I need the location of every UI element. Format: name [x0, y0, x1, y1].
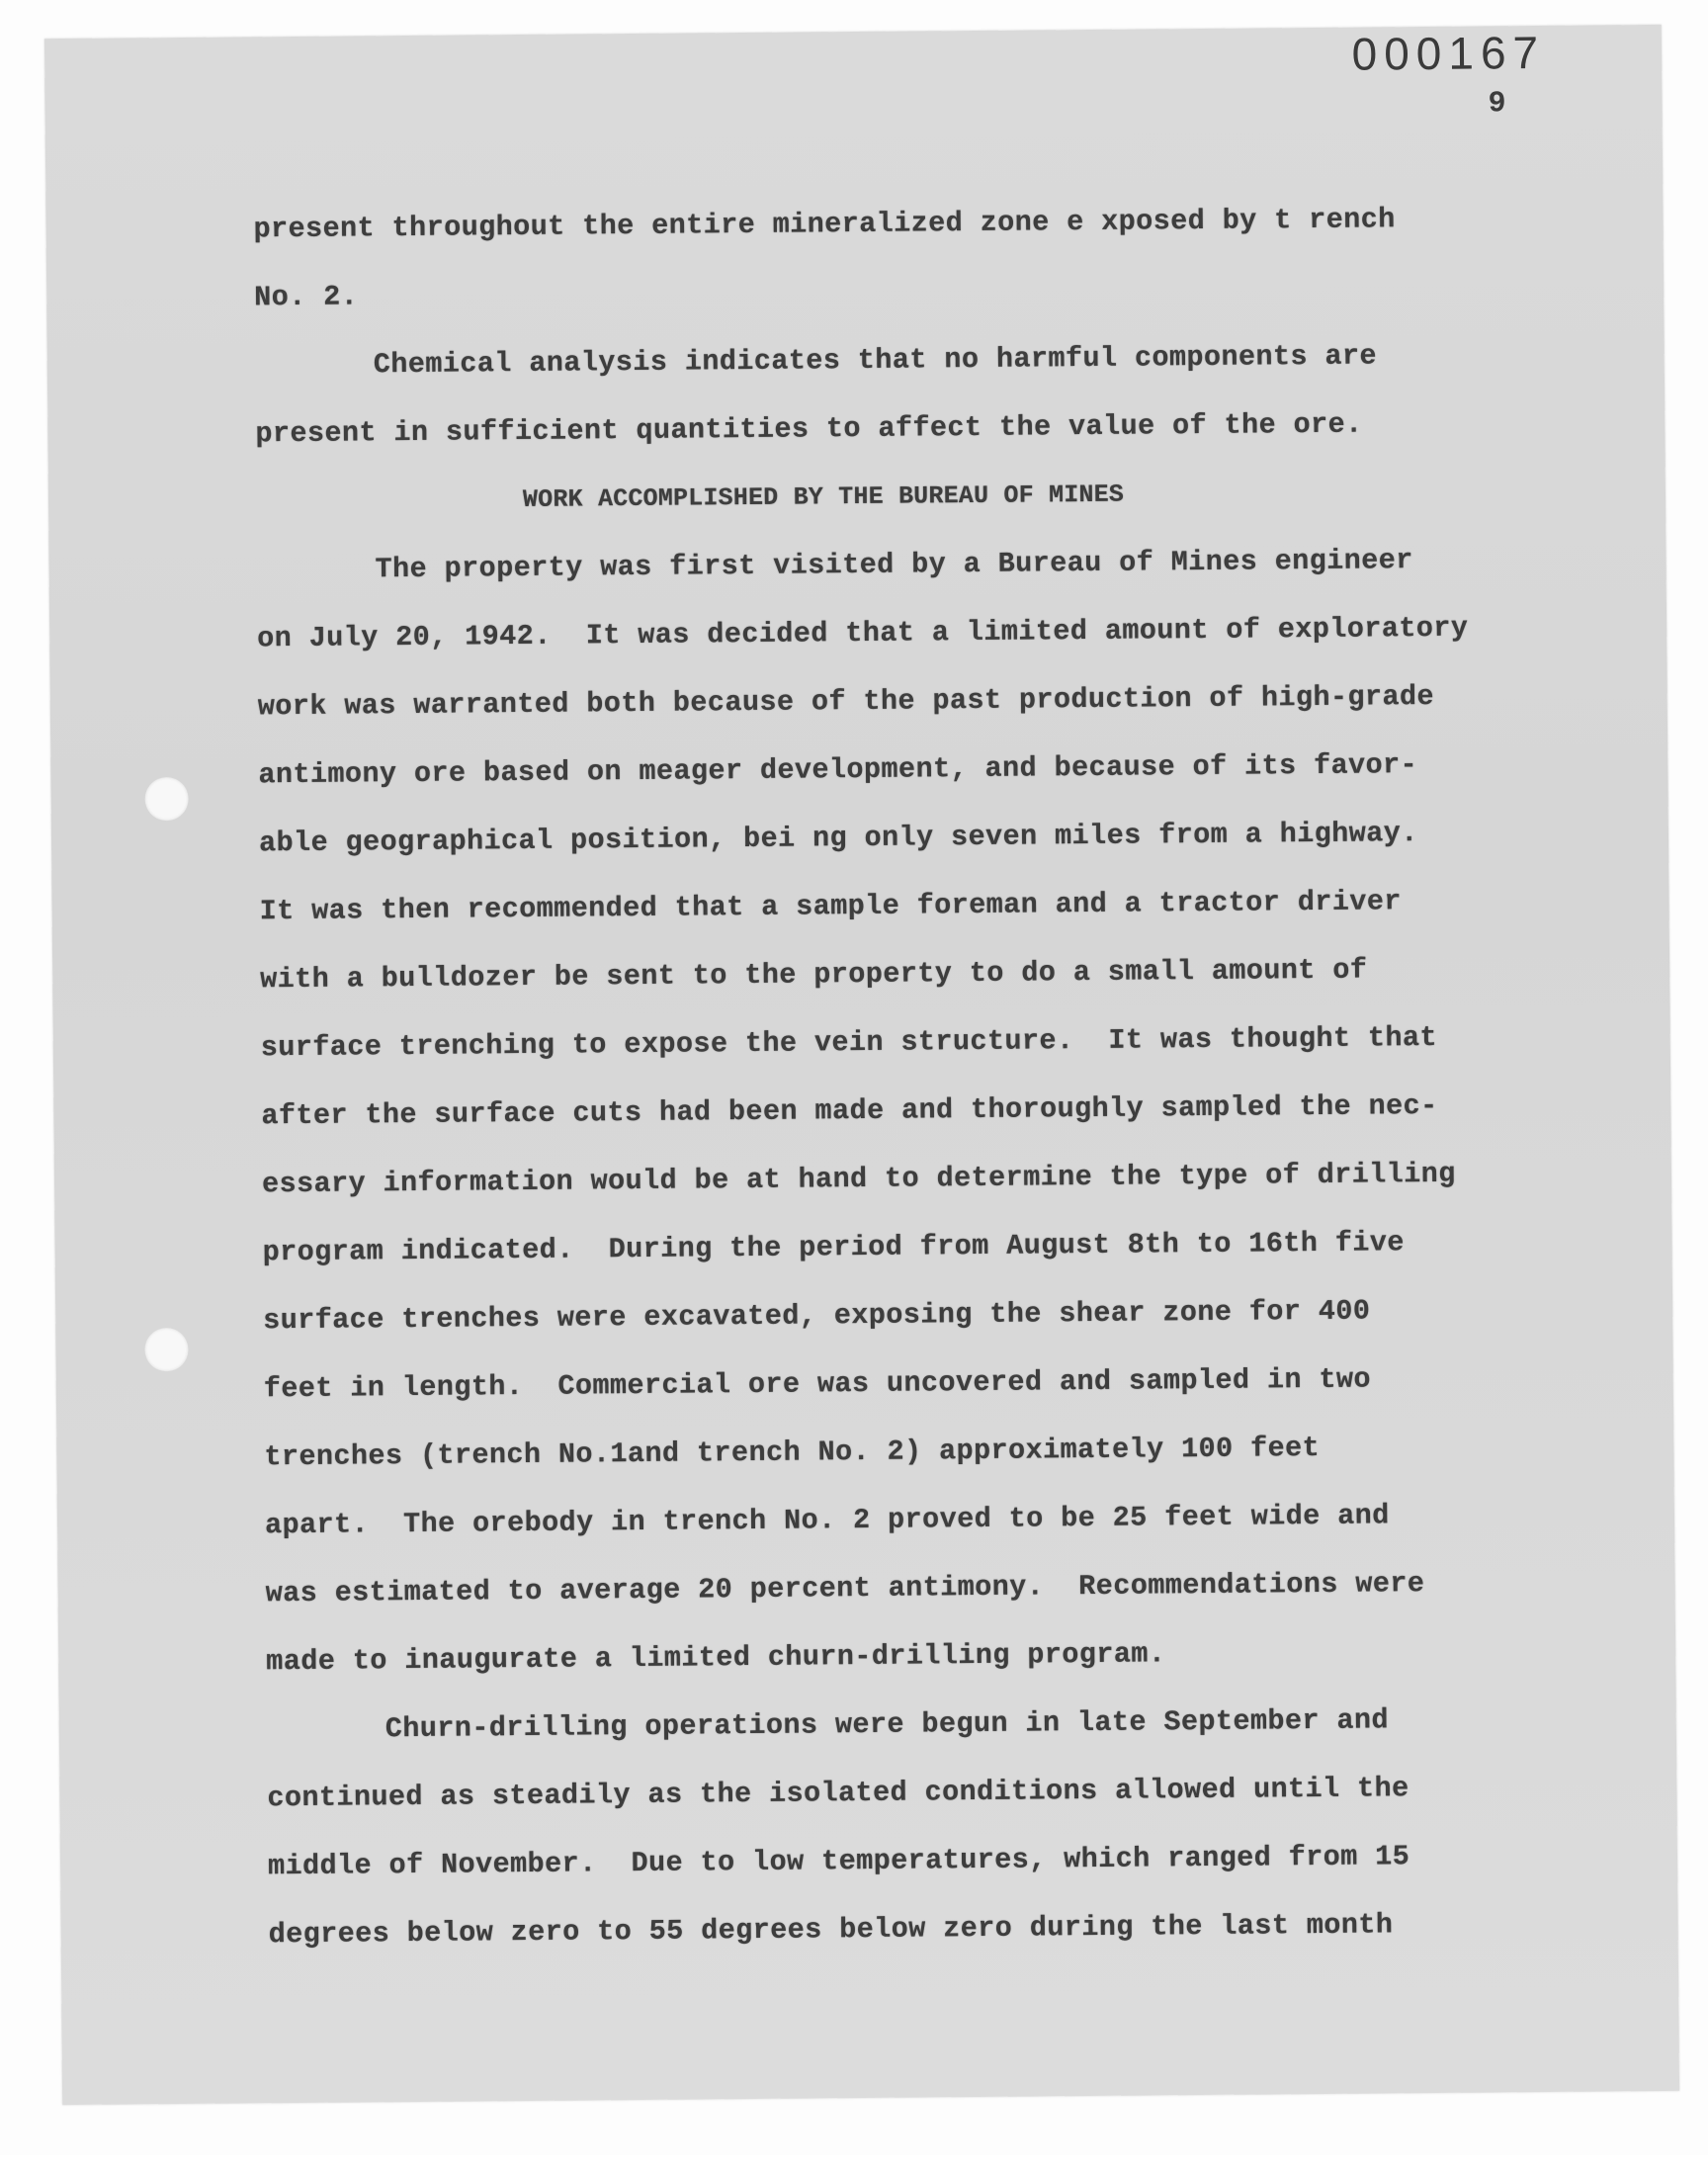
text-line: continued as steadily as the isolated conditions allowed until the — [267, 1772, 1409, 1815]
text-line: with a bulldozer be sent to the property to do a small amount of — [260, 953, 1368, 997]
body-text — [253, 184, 1514, 1968]
text-line: program indicated. During the period from August 8th to 16th five — [262, 1226, 1405, 1269]
paper-sheet — [44, 25, 1679, 2105]
punch-hole — [144, 1328, 188, 1371]
text-line: was estimated to average 20 percent antimony. Recommendations were — [265, 1567, 1425, 1610]
text-line: surface trenches were excavated, exposing the shear zone for 400 — [263, 1294, 1371, 1338]
punch-hole — [144, 777, 188, 821]
control-number-stamp: 000167 — [1351, 26, 1546, 80]
text-line: on July 20, 1942. It was decided that a limited amount of exploratory — [257, 611, 1469, 655]
text-line: degrees below zero to 55 degrees below zero during the last month — [268, 1908, 1394, 1952]
text-line: after the surface cuts had been made and thoroughly sampled the nec- — [261, 1088, 1438, 1133]
text-line: present throughout the entire mineralized zone e xposed by t rench — [253, 203, 1396, 246]
text-line: present in sufficient quantities to affect the value of the ore. — [255, 407, 1363, 451]
page-number: 9 — [1488, 87, 1506, 122]
text-line: No. 2. — [254, 280, 359, 314]
text-line: work was warranted both because of the past production of high-grade — [257, 679, 1435, 724]
text-line: feet in length. Commercial ore was uncovered and sampled in two — [263, 1362, 1372, 1406]
text-line: trenches (trench No.1and trench No. 2) approximately 100 feet — [264, 1431, 1321, 1474]
paragraph-start-line: Chemical analysis indicates that no harmful components are — [373, 339, 1378, 382]
text-line: able geographical position, bei ng only seven miles from a highway. — [258, 817, 1418, 860]
text-line: antimony ore based on meager development, and because of its favor- — [258, 748, 1418, 792]
text-line: made to inaugurate a limited churn-drilling program. — [266, 1637, 1166, 1679]
text-line: surface trenching to expose the vein structure. It was thought that — [260, 1020, 1438, 1065]
paragraph-start-line: Churn-drilling operations were begun in late September and — [384, 1703, 1390, 1746]
text-line: essary information would be at hand to determine the type of drilling — [261, 1157, 1456, 1201]
paragraph-start-line: The property was first visited by a Bureau of Mines engineer — [375, 544, 1413, 586]
scan-margin — [0, 2155, 1708, 2175]
section-heading: WORK ACCOMPLISHED BY THE BUREAU OF MINES — [522, 479, 1125, 514]
text-line: It was then recommended that a sample foreman and a tractor driver — [259, 885, 1402, 928]
text-line: apart. The orebody in trench No. 2 proved to be 25 feet wide and — [264, 1499, 1390, 1542]
text-line: middle of November. Due to low temperatures, which ranged from 15 — [267, 1840, 1410, 1883]
